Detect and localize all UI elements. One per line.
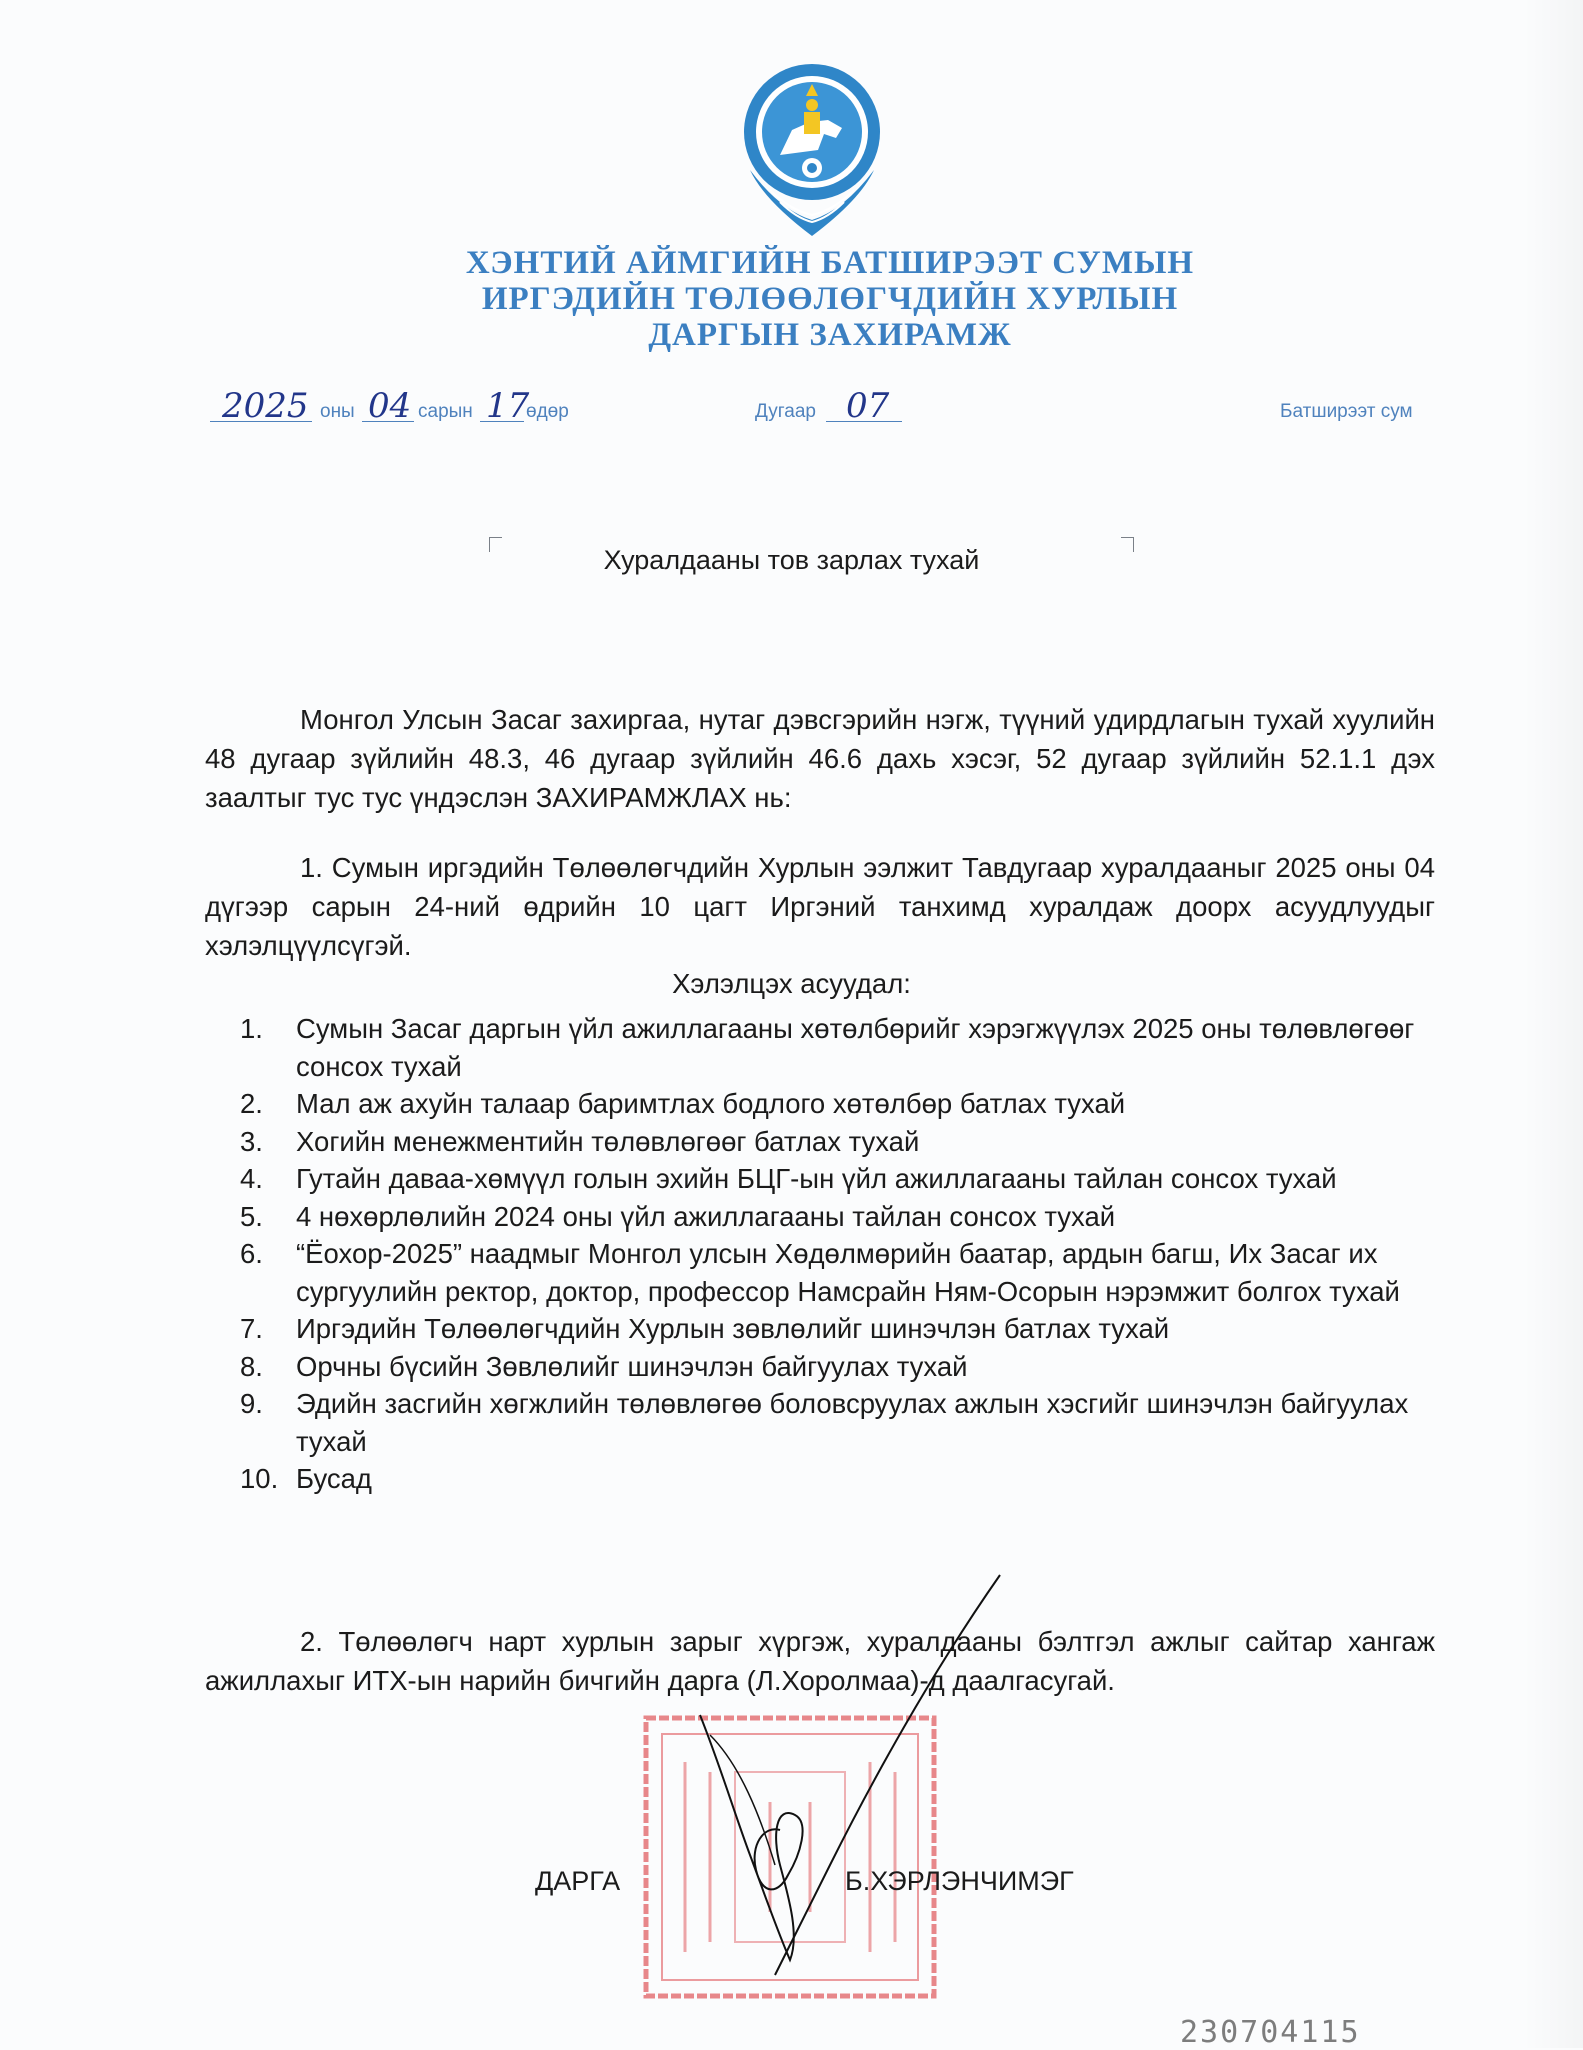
- signatory-title: ДАРГА: [535, 1866, 621, 1896]
- issuer-header: [380, 245, 1280, 353]
- agenda-heading: Хэлэлцэх асуудал:: [672, 968, 911, 999]
- agenda-item-number: 2.: [240, 1088, 263, 1119]
- handwritten-signature-icon: [680, 1565, 1020, 1985]
- state-emblem-icon: [740, 60, 884, 240]
- handwritten-month: 04: [368, 386, 412, 426]
- agenda-item-text: Эдийн засгийн хөгжлийн төлөвлөгөө боловсруулах ажлын хэсгийг шинэчлэн байгуулах тухай: [296, 1388, 1409, 1457]
- date-number-line: [0, 385, 1583, 435]
- place-label: Батширээт сум: [1280, 401, 1413, 422]
- month-suffix: сарын: [418, 401, 473, 422]
- agenda-item-text: Иргэдийн Төлөөлөгчдийн Хурлын зөвлөлийг шинэчлэн батлах тухай: [296, 1313, 1170, 1344]
- agenda-item-text: Хогийн менежментийн төлөвлөгөөг батлах тухай: [296, 1125, 920, 1157]
- agenda-item-number: 5.: [240, 1200, 263, 1232]
- agenda-item-text: Орчны бүсийн Зөвлөлийг шинэчлэн байгуулах тухай: [296, 1350, 968, 1382]
- agenda-item-number: 9.: [240, 1388, 263, 1419]
- year-suffix: оны: [320, 401, 355, 422]
- agenda-item-number: 1.: [240, 1013, 263, 1044]
- agenda-item-text: Мал аж ахуйн талаар баримтлах бодлого хөтөлбөр батлах тухай: [296, 1088, 1126, 1119]
- agenda-item-number: 4.: [240, 1163, 263, 1194]
- agenda-list: [240, 1010, 1420, 1498]
- agenda-item: [240, 1235, 1420, 1310]
- serial-number: 230704115: [1180, 2015, 1361, 2050]
- agenda-item-number: 6.: [240, 1238, 263, 1269]
- agenda-item: [240, 1085, 1420, 1123]
- agenda-item-text: Бусад: [296, 1463, 372, 1494]
- agenda-item: [240, 1010, 1420, 1085]
- agenda-item: [240, 1310, 1420, 1348]
- agenda-item-text: 4 нөхөрлөлийн 2024 оны үйл ажиллагааны тайлан сонсох тухай: [296, 1200, 1116, 1232]
- handwritten-number: 07: [846, 386, 890, 426]
- agenda-item: [240, 1460, 1420, 1498]
- agenda-item: [240, 1160, 1420, 1198]
- scan-edge-shadow: [1523, 0, 1583, 2048]
- header-line-3: ДАРГЫН ЗАХИРАМЖ: [648, 317, 1012, 353]
- agenda-item: [240, 1198, 1420, 1236]
- header-line-1: ХЭНТИЙ АЙМГИЙН БАТШИРЭЭТ СУМЫН: [465, 245, 1195, 281]
- agenda-item-text: Гутайн даваа-хөмүүл голын эхийн БЦГ-ын үйл ажиллагааны тайлан сонсох тухай: [296, 1163, 1337, 1194]
- agenda-item: [240, 1348, 1420, 1386]
- agenda-item: [240, 1123, 1420, 1161]
- agenda-item: [240, 1385, 1420, 1460]
- agenda-item-number: 7.: [240, 1313, 263, 1344]
- agenda-item-number: 3.: [240, 1125, 263, 1157]
- handwritten-year: 2025: [222, 386, 309, 426]
- agenda-item-text: “Ёохор-2025” наадмыг Монгол улсын Хөдөлмөрийн баатар, ардын багш, Их Засаг их сургуулийн ректор, доктор, профессор Намсрайн Ням-Осорын нэрэмжит болгох тухай: [296, 1238, 1400, 1307]
- handwritten-day: 17: [486, 386, 530, 426]
- agenda-item-number: 10.: [240, 1463, 279, 1494]
- header-line-2: ИРГЭДИЙН ТӨЛӨӨЛӨГЧДИЙН ХУРЛЫН: [481, 281, 1179, 317]
- number-label: Дугаар: [755, 401, 816, 422]
- intro-paragraph: Монгол Улсын Засаг захиргаа, нутаг дэвсгэрийн нэгж, түүний удирдлагын тухай хуулийн 48 дугаар зүйлийн 48.3, 46 дугаар зүйлийн 46.6 дахь хэсэг, 52 дугаар зүйлийн 52.1.1 дэх заалтыг тус тус үндэслэн ЗАХИРАМЖЛАХ нь:: [205, 704, 1435, 813]
- decision-item-1: 1. Сумын иргэдийн Төлөөлөгчдийн Хурлын ээлжит Тавдугаар хуралдааныг 2025 оны 04 дүгээр сарын 24-ний өдрийн 10 цагт Иргэний танхимд хуралдаж доорх асуудлуудыг хэлэлцүүлсүгэй.: [205, 852, 1435, 961]
- signatory-name: Б.ХЭРЛЭНЧИМЭГ: [845, 1866, 1074, 1896]
- document-title: Хуралдааны тов зарлах тухай: [603, 545, 980, 575]
- day-suffix: өдөр: [526, 401, 569, 422]
- decision-item-2: 2. Төлөөлөгч нарт хурлын зарыг хүргэж, хуралдааны бэлтгэл ажлыг сайтар хангаж ажиллахыг ИТХ-ын нарийн бичгийн дарга (Л.Хоролмаа)-д даалгасугай.: [205, 1626, 1435, 1696]
- agenda-item-number: 8.: [240, 1350, 263, 1382]
- agenda-item-text: Сумын Засаг даргын үйл ажиллагааны хөтөлбөрийг хэрэгжүүлэх 2025 оны төлөвлөгөөг сонсох тухай: [296, 1013, 1415, 1082]
